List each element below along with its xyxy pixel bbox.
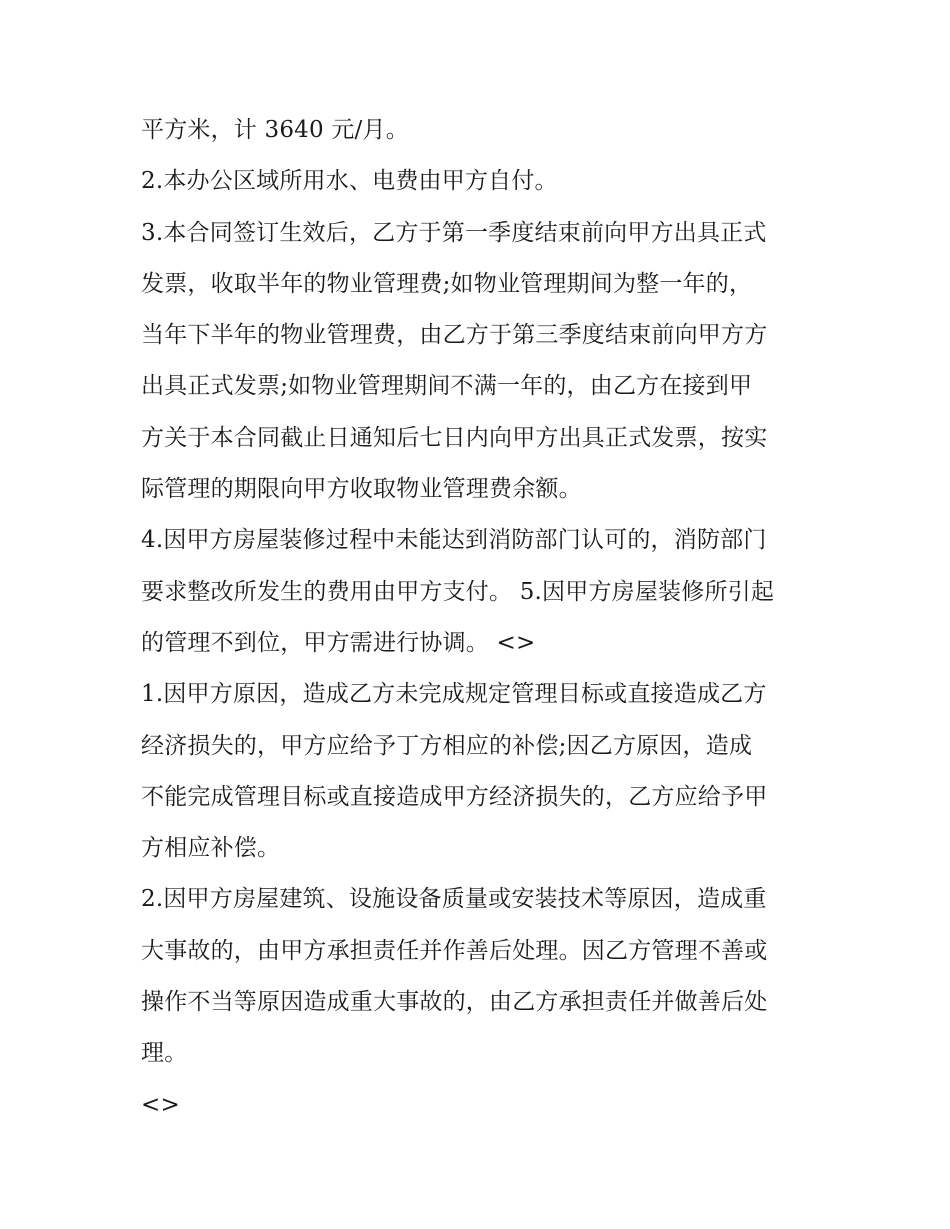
text-line: 2.因甲方房屋建筑、设施设备质量或安装技术等原因，造成重 bbox=[141, 886, 767, 913]
text-line: 经济损失的，甲方应给予丁方相应的补偿;因乙方原因，造成 bbox=[141, 732, 753, 759]
text-line: 不能完成管理目标或直接造成甲方经济损失的，乙方应给予甲 bbox=[141, 783, 768, 810]
text-line: 的管理不到位，甲方需进行协调。 <> bbox=[141, 629, 536, 656]
text-line: 要求整改所发生的费用由甲方支付。 5.因甲方房屋装修所引起 bbox=[141, 578, 775, 605]
contract-text bbox=[141, 105, 841, 1131]
text-line: 方关于本合同截止日通知后七日内向甲方出具正式发票，按实 bbox=[141, 424, 768, 451]
text-line: 出具正式发票;如物业管理期间不满一年的，由乙方在接到甲 bbox=[141, 373, 753, 400]
text-line: 当年下半年的物业管理费，由乙方于第三季度结束前向甲方方 bbox=[141, 322, 768, 349]
text-line: 2.本办公区域所用水、电费由甲方自付。 bbox=[141, 168, 558, 195]
text-line: 3.本合同签订生效后，乙方于第一季度结束前向甲方出具正式 bbox=[141, 219, 767, 246]
text-line: 操作不当等原因造成重大事故的，由乙方承担责任并做善后处 bbox=[141, 989, 768, 1016]
text-line: 1.因甲方原因，造成乙方未完成规定管理目标或直接造成乙方 bbox=[141, 681, 767, 708]
text-line: 方相应补偿。 bbox=[141, 835, 281, 862]
text-line: 际管理的期限向甲方收取物业管理费余额。 bbox=[141, 476, 582, 503]
text-line: 发票，收取半年的物业管理费;如物业管理期间为整一年的， bbox=[141, 270, 753, 297]
text-line: 4.因甲方房屋装修过程中未能达到消防部门认可的，消防部门 bbox=[141, 527, 767, 554]
text-line: <> bbox=[141, 1091, 180, 1118]
text-line: 大事故的，由甲方承担责任并作善后处理。因乙方管理不善或 bbox=[141, 937, 768, 964]
text-line: 理。 bbox=[141, 1040, 188, 1067]
text-line: 平方米，计 3640 元/月。 bbox=[141, 117, 409, 143]
